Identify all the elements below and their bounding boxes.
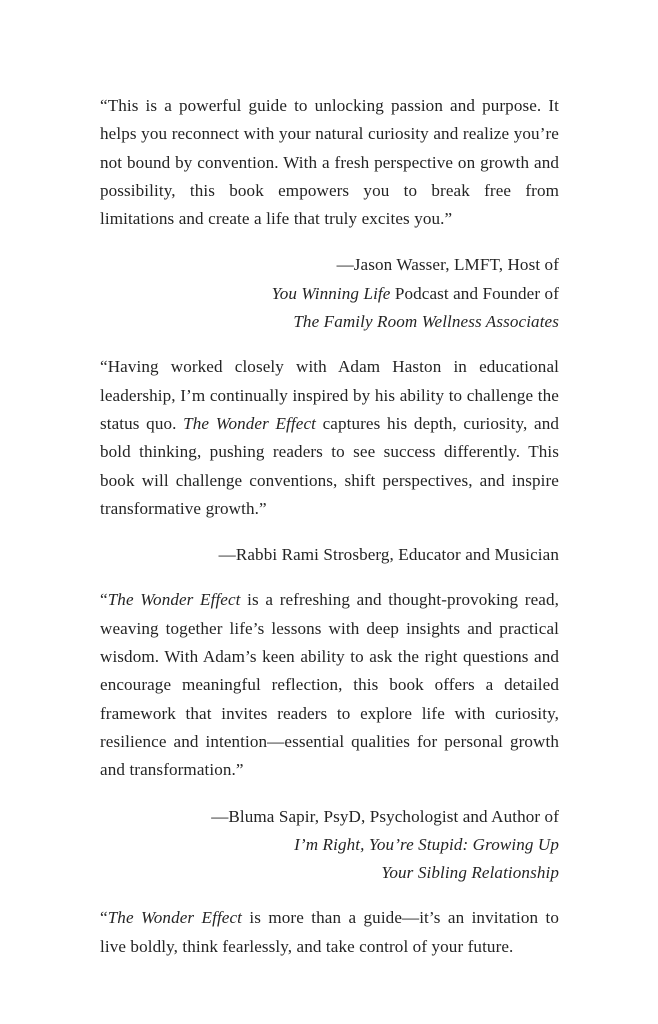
- testimonial-attribution: [100, 541, 559, 569]
- spacer: [100, 887, 559, 904]
- italic-title: I’m Right, You’re Stupid: Growing Up: [294, 834, 559, 854]
- text-run: “This is a powerful guide to unlocking passion and purpose. It helps you reconnect with your natural curiosity and realize you’re not bound by convention. With a fresh perspective on growth and possibility, this book empowers you to break free from limitations and create a life that truly excites you.”: [100, 96, 559, 229]
- attribution-line: [100, 541, 559, 569]
- spacer: [100, 569, 559, 586]
- text-run: is a refreshing and thought-provoking read, weaving together life’s lessons with deep insights and practical wisdom. With Adam’s keen ability to ask the right questions and encourage meaningful reflection, this book offers a detailed framework that invites readers to explore life with curiosity, resilience and intention—essential qualities for personal growth and transformation.”: [100, 590, 560, 780]
- testimonial-quote: [100, 92, 559, 233]
- attribution-line: [100, 831, 559, 859]
- italic-title: The Family Room Wellness Associates: [293, 312, 559, 332]
- text-run: “: [100, 908, 108, 928]
- text-run: Podcast and Founder of: [390, 283, 559, 303]
- italic-title: Your Sibling Relationship: [381, 863, 559, 883]
- text-run: is more than a guide—it’s an invitation to live boldly, think fearlessly, and take control of your future.: [100, 908, 559, 956]
- italic-title: You Winning Life: [271, 283, 391, 303]
- text-run: —Rabbi Rami Strosberg, Educator and Musician: [218, 545, 559, 565]
- testimonial-quote: [100, 353, 559, 523]
- text-run: —Bluma Sapir, PsyD, Psychologist and Author of: [211, 806, 559, 826]
- italic-title: The Wonder Effect: [107, 908, 243, 928]
- spacer: [100, 233, 559, 251]
- text-run: captures his depth, curiosity, and bold thinking, pushing readers to see success differently. This book will challenge conventions, shift perspectives, and inspire transformative growth.”: [100, 413, 559, 518]
- text-run: —Jason Wasser, LMFT, Host of: [336, 255, 559, 275]
- spacer: [100, 785, 559, 803]
- testimonial-attribution: [100, 803, 559, 888]
- attribution-line: [100, 859, 559, 887]
- italic-title: The Wonder Effect: [107, 590, 241, 610]
- spacer: [100, 336, 559, 353]
- italic-title: The Wonder Effect: [183, 413, 316, 433]
- attribution-line: [100, 308, 559, 336]
- spacer: [100, 523, 559, 541]
- text-run: “Having worked closely with Adam Haston in educational leadership, I’m continually inspired by his ability to challenge the status quo.: [100, 357, 559, 433]
- testimonial-attribution: [100, 251, 559, 336]
- testimonial-quote: [100, 904, 559, 961]
- attribution-line: [100, 280, 559, 308]
- testimonial-quote: [100, 586, 559, 784]
- attribution-line: [100, 803, 559, 831]
- attribution-line: [100, 251, 559, 279]
- text-run: “: [100, 590, 108, 610]
- praise-text-column: [100, 92, 559, 961]
